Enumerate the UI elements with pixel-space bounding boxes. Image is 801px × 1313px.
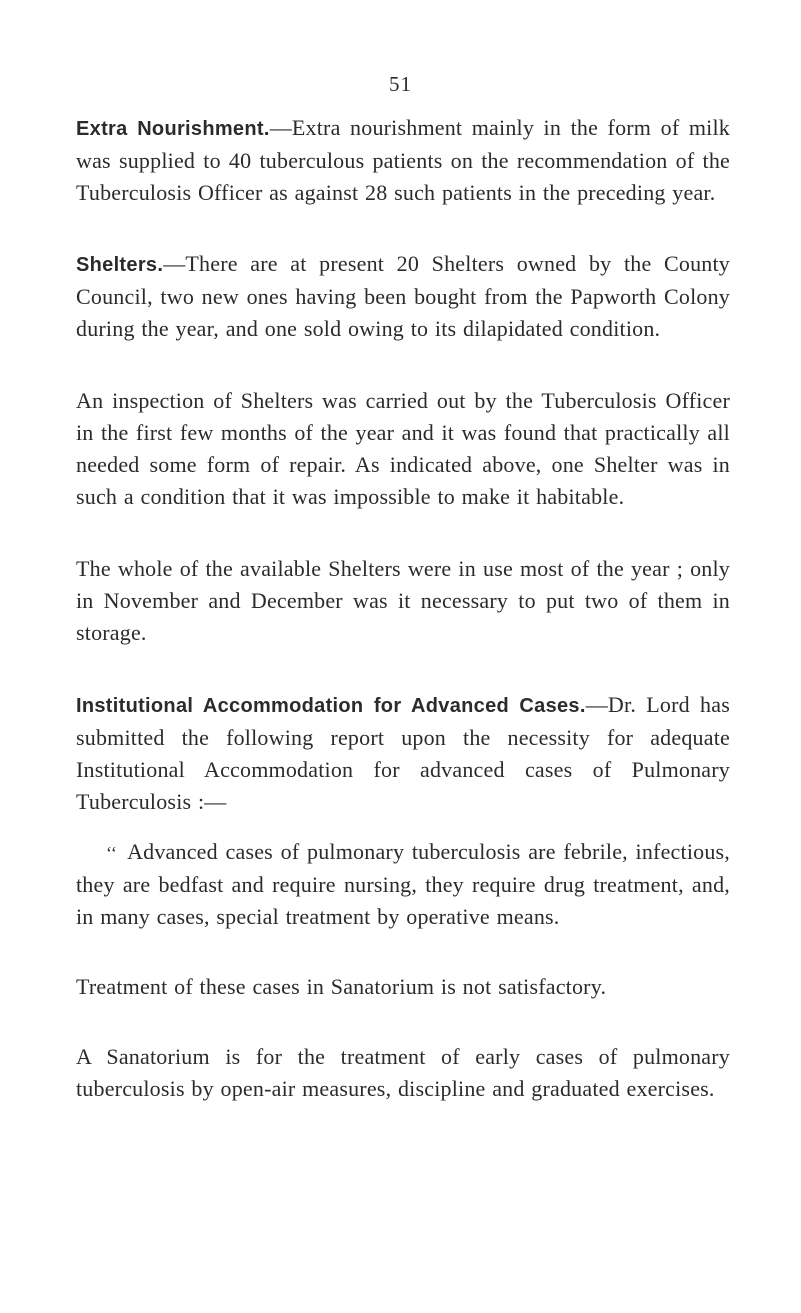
section-heading-shelters: Shelters.	[76, 254, 164, 276]
paragraph-extra-nourishment	[76, 112, 730, 209]
paragraph-text: —There are at present 20 Shelters owned by the County Council, two new ones having been bought from the Papworth Colony during the year, and one sold owing to its dilapidated condition.	[76, 251, 730, 341]
paragraph-sanatorium-treatment	[76, 971, 730, 1003]
page-number: 51	[389, 72, 412, 96]
paragraph-quoted-report	[76, 836, 730, 933]
paragraph-text: —Dr. Lord has submitted the following report upon the necessity for adequate Institutional Accommodation for advanced cases of Pulmonary Tuberculosis :—	[76, 692, 730, 814]
paragraph-text: The whole of the available Shelters were in use most of the year ; only in November and December was it necessary to put two of them in storage.	[76, 556, 730, 645]
paragraph-sanatorium-purpose	[76, 1041, 730, 1105]
document-body	[76, 112, 730, 1105]
paragraph-shelter-usage	[76, 553, 730, 649]
paragraph-shelters	[76, 248, 730, 345]
section-heading-extra-nourishment: Extra Nourishment.	[76, 118, 270, 140]
paragraph-text: Treatment of these cases in Sanatorium is not satisfactory.	[76, 974, 607, 999]
paragraph-shelter-inspection	[76, 385, 730, 513]
paragraph-text: —Extra nourishment mainly in the form of milk was supplied to 40 tuberculous patients on the recommendation of the Tuberculosis Officer as against 28 such patients in the preceding year.	[76, 115, 730, 205]
section-heading-institutional-accommodation: Institutional Accommodation for Advanced Cases.	[76, 695, 586, 717]
opening-quote-mark: ‘‘	[106, 843, 118, 863]
paragraph-text: Advanced cases of pulmonary tuberculosis are febrile, infectious, they are bedfast and require nursing, they require drug treatment, and, in many cases, special treatment by operative means.	[76, 839, 730, 929]
paragraph-institutional-accommodation	[76, 689, 730, 818]
paragraph-text: A Sanatorium is for the treatment of early cases of pulmonary tuberculosis by open-air measures, discipline and graduated exercises.	[76, 1044, 730, 1101]
paragraph-text: An inspection of Shelters was carried out by the Tuberculosis Officer in the first few months of the year and it was found that practically all needed some form of repair. As indicated above, one Shelter was in such a condition that it was impossible to make it habitable.	[76, 388, 730, 509]
